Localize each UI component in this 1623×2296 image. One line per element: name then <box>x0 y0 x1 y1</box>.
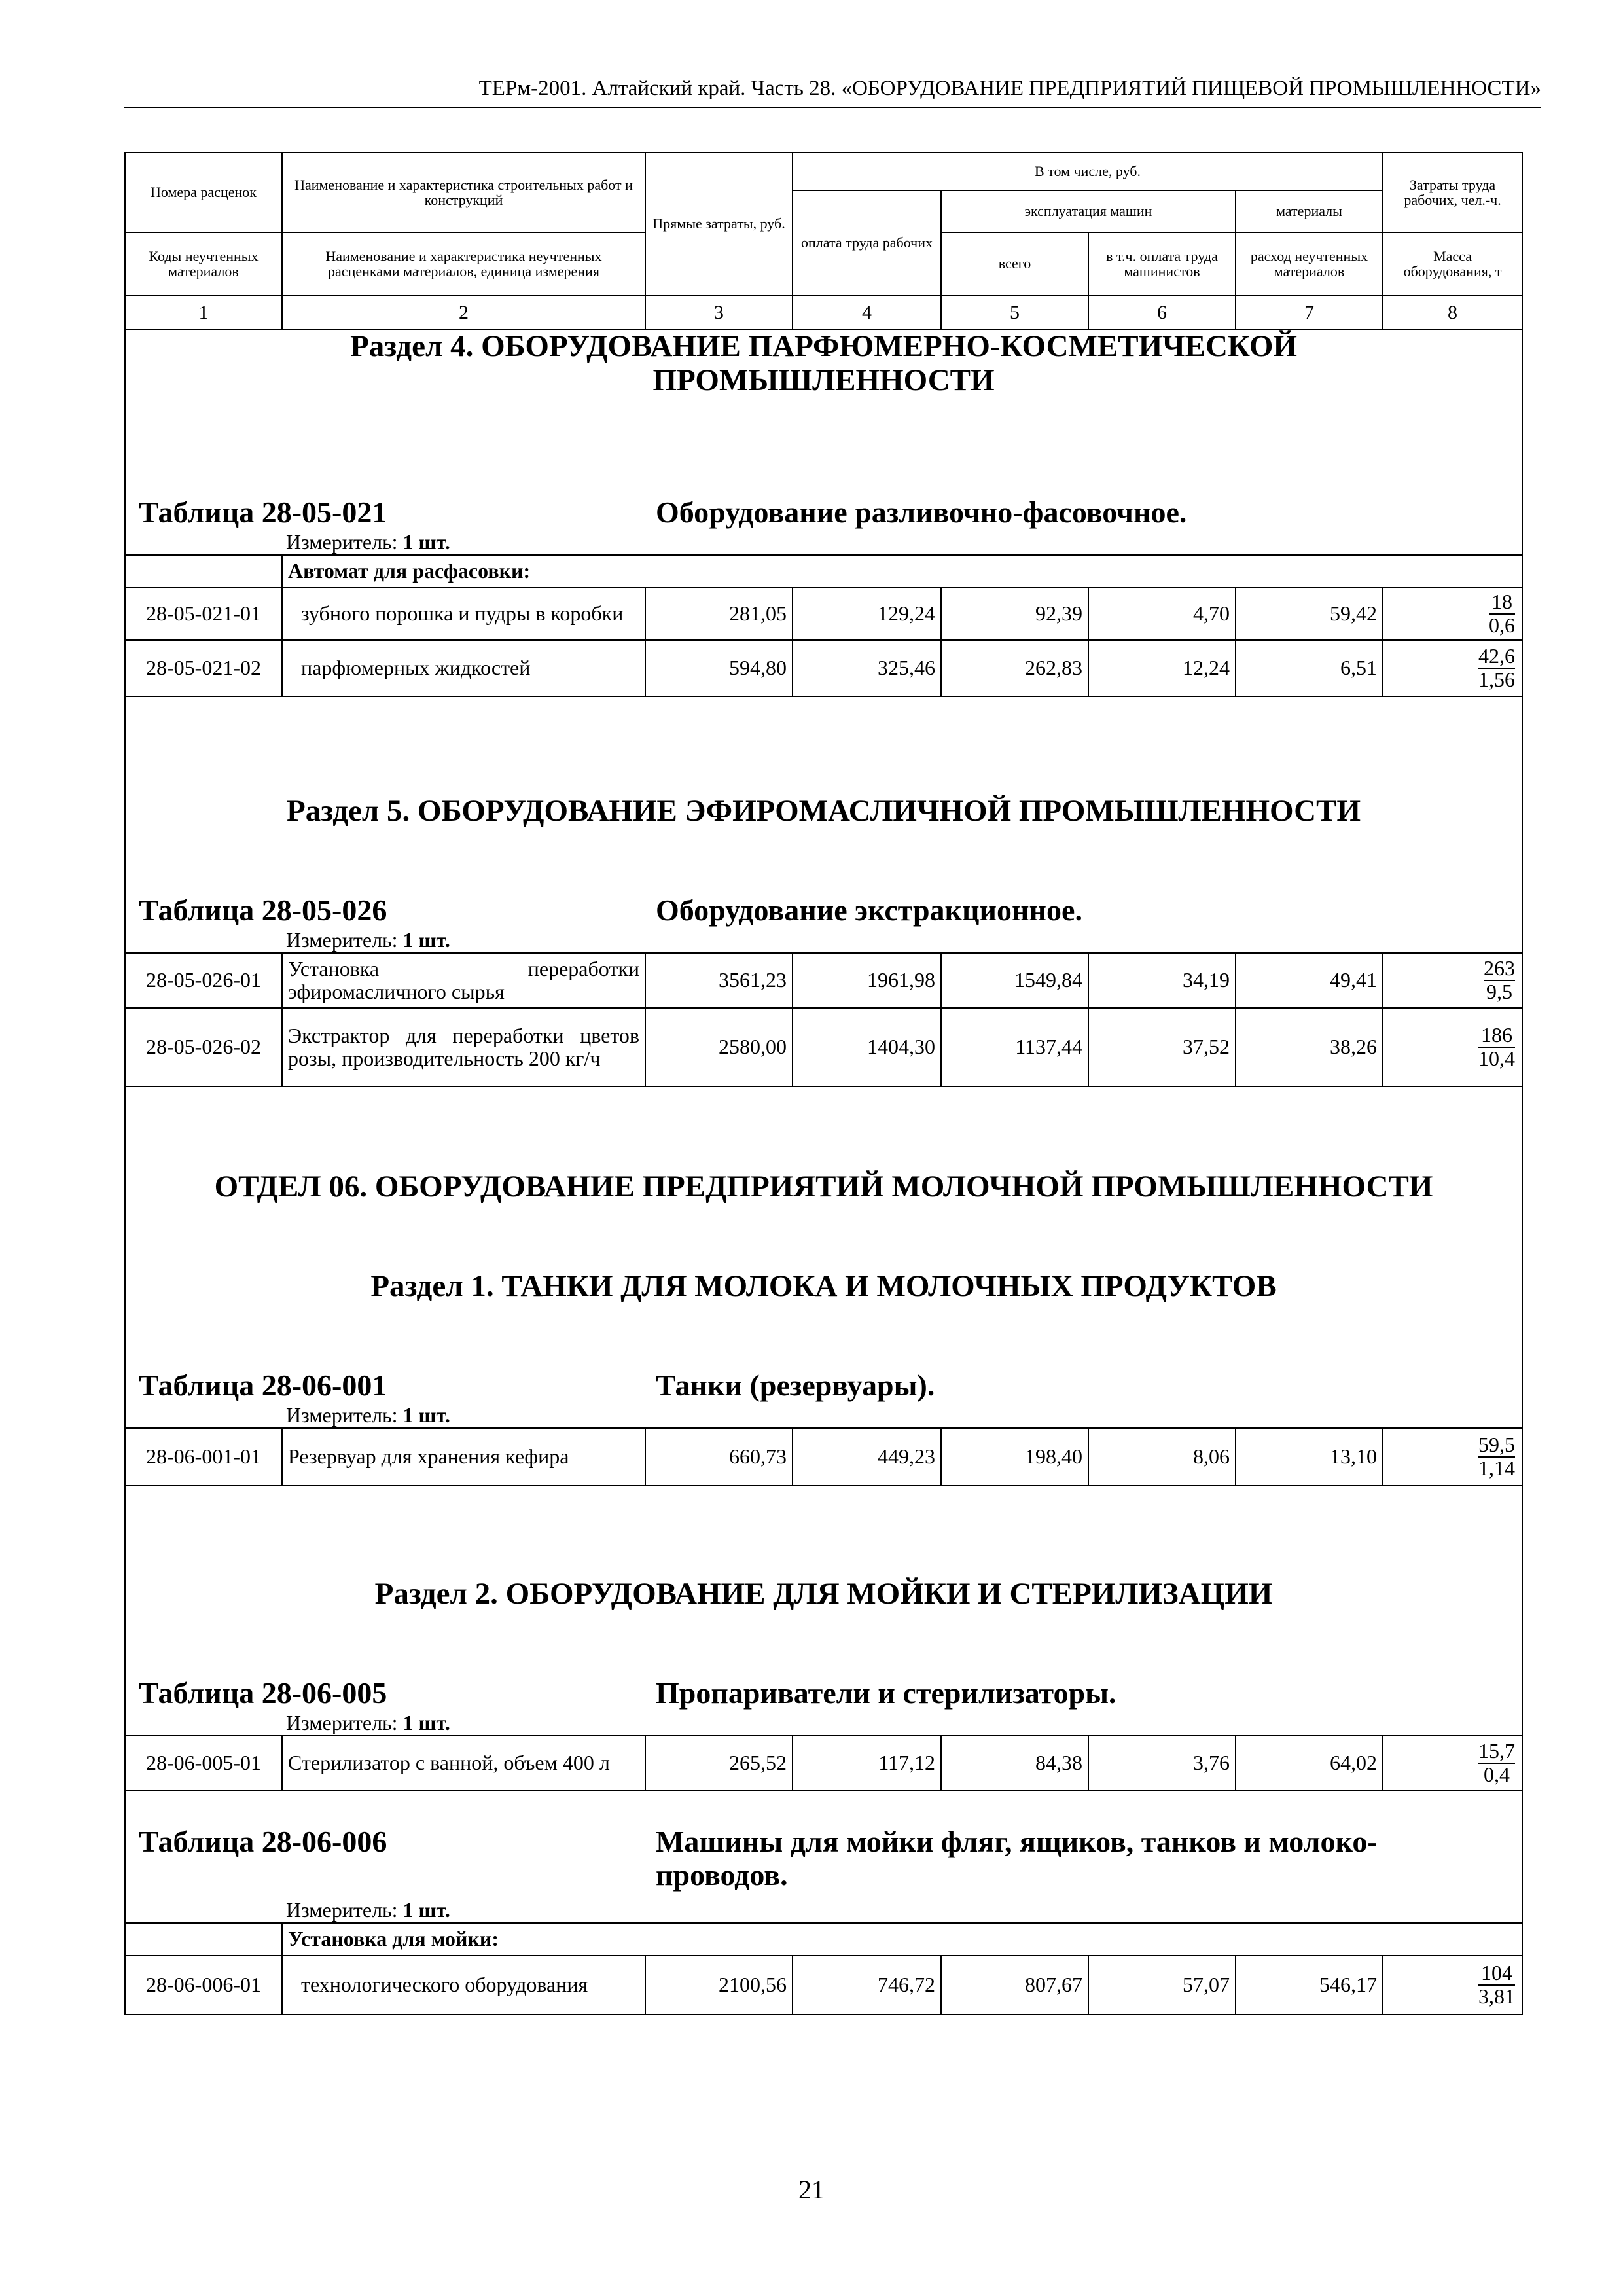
direct-cost: 3561,23 <box>645 953 793 1008</box>
table-heading <box>126 1369 1522 1403</box>
section-title: Раздел 1. ТАНКИ ДЛЯ МОЛОКА И МОЛОЧНЫХ ПРОДУКТОВ <box>370 1268 1277 1303</box>
hours-mass <box>1383 1008 1522 1086</box>
material-cost: 6,51 <box>1236 640 1383 696</box>
hours-mass <box>1383 1428 1522 1486</box>
column-number: 2 <box>282 295 645 329</box>
measure-value: 1 шт. <box>402 1897 450 1922</box>
section-2-block <box>125 1486 1522 1736</box>
hours-mass <box>1383 953 1522 1008</box>
item-name: зубного порошка и пудры в коробки <box>282 588 645 640</box>
measure-label: Измеритель: <box>286 927 398 952</box>
equipment-mass: 1,14 <box>1478 1456 1516 1480</box>
section-title: Раздел 4. ОБОРУДОВАНИЕ ПАРФЮМЕРНО-КОСМЕТИЧЕСКОЙ ПРОМЫШЛЕННОСТИ <box>350 329 1297 397</box>
labor-hours: 104 <box>1478 1962 1515 1986</box>
table-heading <box>126 893 1522 927</box>
material-cost: 546,17 <box>1236 1956 1383 2015</box>
labor-hours: 263 <box>1484 956 1516 980</box>
labor-cost: 129,24 <box>793 588 941 640</box>
equipment-mass: 0,4 <box>1484 1762 1510 1786</box>
rate-code: 28-06-005-01 <box>125 1736 282 1791</box>
direct-cost: 594,80 <box>645 640 793 696</box>
operator-cost: 57,07 <box>1088 1956 1236 2015</box>
measure-value: 1 шт. <box>402 529 450 554</box>
measure-line <box>126 1710 1522 1735</box>
labor-cost: 746,72 <box>793 1956 941 2015</box>
hours-mass <box>1383 588 1522 640</box>
column-number: 3 <box>645 295 793 329</box>
material-cost: 38,26 <box>1236 1008 1383 1086</box>
operator-cost: 37,52 <box>1088 1008 1236 1086</box>
labor-hours: 186 <box>1478 1024 1515 1048</box>
measure-line <box>126 529 1522 554</box>
head-col4: оплата труда рабочих <box>793 190 941 295</box>
table-heading <box>126 1825 1522 1892</box>
operator-cost: 3,76 <box>1088 1736 1236 1791</box>
table-id: Таблица 28-05-021 <box>139 495 387 529</box>
item-name: технологического оборудования <box>282 1956 645 2015</box>
table-row <box>125 588 1522 640</box>
table-row <box>125 640 1522 696</box>
direct-cost: 265,52 <box>645 1736 793 1791</box>
rate-code: 28-05-026-02 <box>125 1008 282 1086</box>
machine-cost: 1137,44 <box>941 1008 1088 1086</box>
section-4-block <box>125 329 1522 555</box>
head-col1-bottom: Коды неучтенных материалов <box>125 232 282 295</box>
head-col6: в т.ч. оплата труда машинистов <box>1088 232 1236 295</box>
labor-hours: 15,7 <box>1478 1739 1516 1763</box>
page-number: 21 <box>798 2175 825 2204</box>
table-heading <box>126 1676 1522 1710</box>
department-title: ОТДЕЛ 06. ОБОРУДОВАНИЕ ПРЕДПРИЯТИЙ МОЛОЧНОЙ ПРОМЫШЛЕННОСТИ <box>214 1170 1433 1204</box>
head-including: В том числе, руб. <box>793 152 1383 190</box>
item-name: Стерилизатор с ванной, объем 400 л <box>282 1736 645 1791</box>
direct-cost: 2580,00 <box>645 1008 793 1086</box>
labor-hours: 42,6 <box>1478 644 1516 668</box>
table-name: Оборудование разливочно-фасовочное. <box>656 495 1187 529</box>
material-cost: 13,10 <box>1236 1428 1383 1486</box>
equipment-mass: 9,5 <box>1486 979 1513 1003</box>
labor-cost: 449,23 <box>793 1428 941 1486</box>
measure-line <box>126 1897 1522 1922</box>
section-title: Раздел 2. ОБОРУДОВАНИЕ ДЛЯ МОЙКИ И СТЕРИЛИЗАЦИИ <box>374 1576 1273 1611</box>
rate-code: 28-05-026-01 <box>125 953 282 1008</box>
table-name: Пропариватели и стерилизаторы. <box>656 1676 1116 1710</box>
measure-value: 1 шт. <box>402 1403 450 1427</box>
machine-cost: 262,83 <box>941 640 1088 696</box>
item-name: Резервуар для хранения кефира <box>282 1428 645 1486</box>
labor-cost: 1961,98 <box>793 953 941 1008</box>
measure-label: Измеритель: <box>286 529 398 554</box>
column-number: 4 <box>793 295 941 329</box>
material-cost: 64,02 <box>1236 1736 1383 1791</box>
column-number: 6 <box>1088 295 1236 329</box>
head-col5: всего <box>941 232 1088 295</box>
item-name: парфюмерных жидкостей <box>282 640 645 696</box>
direct-cost: 281,05 <box>645 588 793 640</box>
measure-line <box>126 927 1522 952</box>
hours-mass <box>1383 1736 1522 1791</box>
material-cost: 59,42 <box>1236 588 1383 640</box>
direct-cost: 2100,56 <box>645 1956 793 2015</box>
item-name: Установка переработки эфиромасличного сырья <box>282 953 645 1008</box>
head-machines: эксплуатация машин <box>941 190 1236 232</box>
measure-value: 1 шт. <box>402 927 450 952</box>
price-table <box>124 152 1523 2015</box>
hours-mass <box>1383 1956 1522 2015</box>
labor-hours: 59,5 <box>1478 1433 1516 1456</box>
head-col3: Прямые затраты, руб. <box>645 152 793 295</box>
measure-label: Измеритель: <box>286 1710 398 1734</box>
table-row <box>125 1736 1522 1791</box>
machine-cost: 807,67 <box>941 1956 1088 2015</box>
table-id: Таблица 28-05-026 <box>139 893 387 927</box>
table-id: Таблица 28-06-005 <box>139 1676 387 1710</box>
labor-cost: 325,46 <box>793 640 941 696</box>
operator-cost: 4,70 <box>1088 588 1236 640</box>
column-number: 8 <box>1383 295 1522 329</box>
table-name: Оборудование экстракционное. <box>656 893 1082 927</box>
rate-code: 28-06-001-01 <box>125 1428 282 1486</box>
machine-cost: 198,40 <box>941 1428 1088 1486</box>
table-heading <box>126 495 1522 529</box>
machine-cost: 84,38 <box>941 1736 1088 1791</box>
measure-label: Измеритель: <box>286 1897 398 1922</box>
machine-cost: 1549,84 <box>941 953 1088 1008</box>
column-number: 5 <box>941 295 1088 329</box>
operator-cost: 34,19 <box>1088 953 1236 1008</box>
measure-label: Измеритель: <box>286 1403 398 1427</box>
group-heading: Автомат для расфасовки: <box>282 555 1522 588</box>
table-name: Танки (резервуары). <box>656 1369 935 1403</box>
item-name: Экстрактор для переработки цветов розы, производительность 200 кг/ч <box>282 1008 645 1086</box>
section-5-block <box>125 696 1522 953</box>
equipment-mass: 1,56 <box>1478 667 1516 691</box>
equipment-mass: 0,6 <box>1489 613 1516 637</box>
material-cost: 49,41 <box>1236 953 1383 1008</box>
table-row <box>125 1008 1522 1086</box>
measure-line <box>126 1403 1522 1427</box>
column-number: 1 <box>125 295 282 329</box>
hours-mass <box>1383 640 1522 696</box>
running-header: ТЕРм-2001. Алтайский край. Часть 28. «ОБОРУДОВАНИЕ ПРЕДПРИЯТИЙ ПИЩЕВОЙ ПРОМЫШЛЕННОСТИ» <box>124 71 1541 108</box>
operator-cost: 12,24 <box>1088 640 1236 696</box>
measure-value: 1 шт. <box>402 1710 450 1734</box>
machine-cost: 92,39 <box>941 588 1088 640</box>
direct-cost: 660,73 <box>645 1428 793 1486</box>
rate-code: 28-05-021-02 <box>125 640 282 696</box>
labor-cost: 117,12 <box>793 1736 941 1791</box>
table-id: Таблица 28-06-006 <box>139 1824 387 1858</box>
table-name: Машины для мойки фляг, ящиков, танков и молоко-проводов. <box>656 1824 1378 1892</box>
table-row <box>125 953 1522 1008</box>
rate-code: 28-06-006-01 <box>125 1956 282 2015</box>
table-006-block <box>125 1791 1522 1923</box>
head-col1-top: Номера расценок <box>125 152 282 232</box>
column-number: 7 <box>1236 295 1383 329</box>
operator-cost: 8,06 <box>1088 1428 1236 1486</box>
labor-hours: 18 <box>1489 591 1515 615</box>
head-col2-bottom: Наименование и характеристика неучтенных расценками материалов, единица измерения <box>282 232 645 295</box>
table-row <box>125 1428 1522 1486</box>
head-col8-top: Затраты труда рабочих, чел.-ч. <box>1383 152 1522 232</box>
head-col8-bottom: Масса оборудования, т <box>1383 232 1522 295</box>
head-col2-top: Наименование и характеристика строительных работ и конструкций <box>282 152 645 232</box>
group-heading: Установка для мойки: <box>282 1923 1522 1956</box>
section-title: Раздел 5. ОБОРУДОВАНИЕ ЭФИРОМАСЛИЧНОЙ ПРОМЫШЛЕННОСТИ <box>287 793 1361 828</box>
labor-cost: 1404,30 <box>793 1008 941 1086</box>
equipment-mass: 10,4 <box>1478 1046 1516 1070</box>
table-id: Таблица 28-06-001 <box>139 1369 387 1403</box>
equipment-mass: 3,81 <box>1478 1984 1516 2008</box>
head-col7: расход неучтенных материалов <box>1236 232 1383 295</box>
table-row <box>125 1956 1522 2015</box>
rate-code: 28-05-021-01 <box>125 588 282 640</box>
dept-06-block <box>125 1086 1522 1428</box>
head-materials: материалы <box>1236 190 1383 232</box>
